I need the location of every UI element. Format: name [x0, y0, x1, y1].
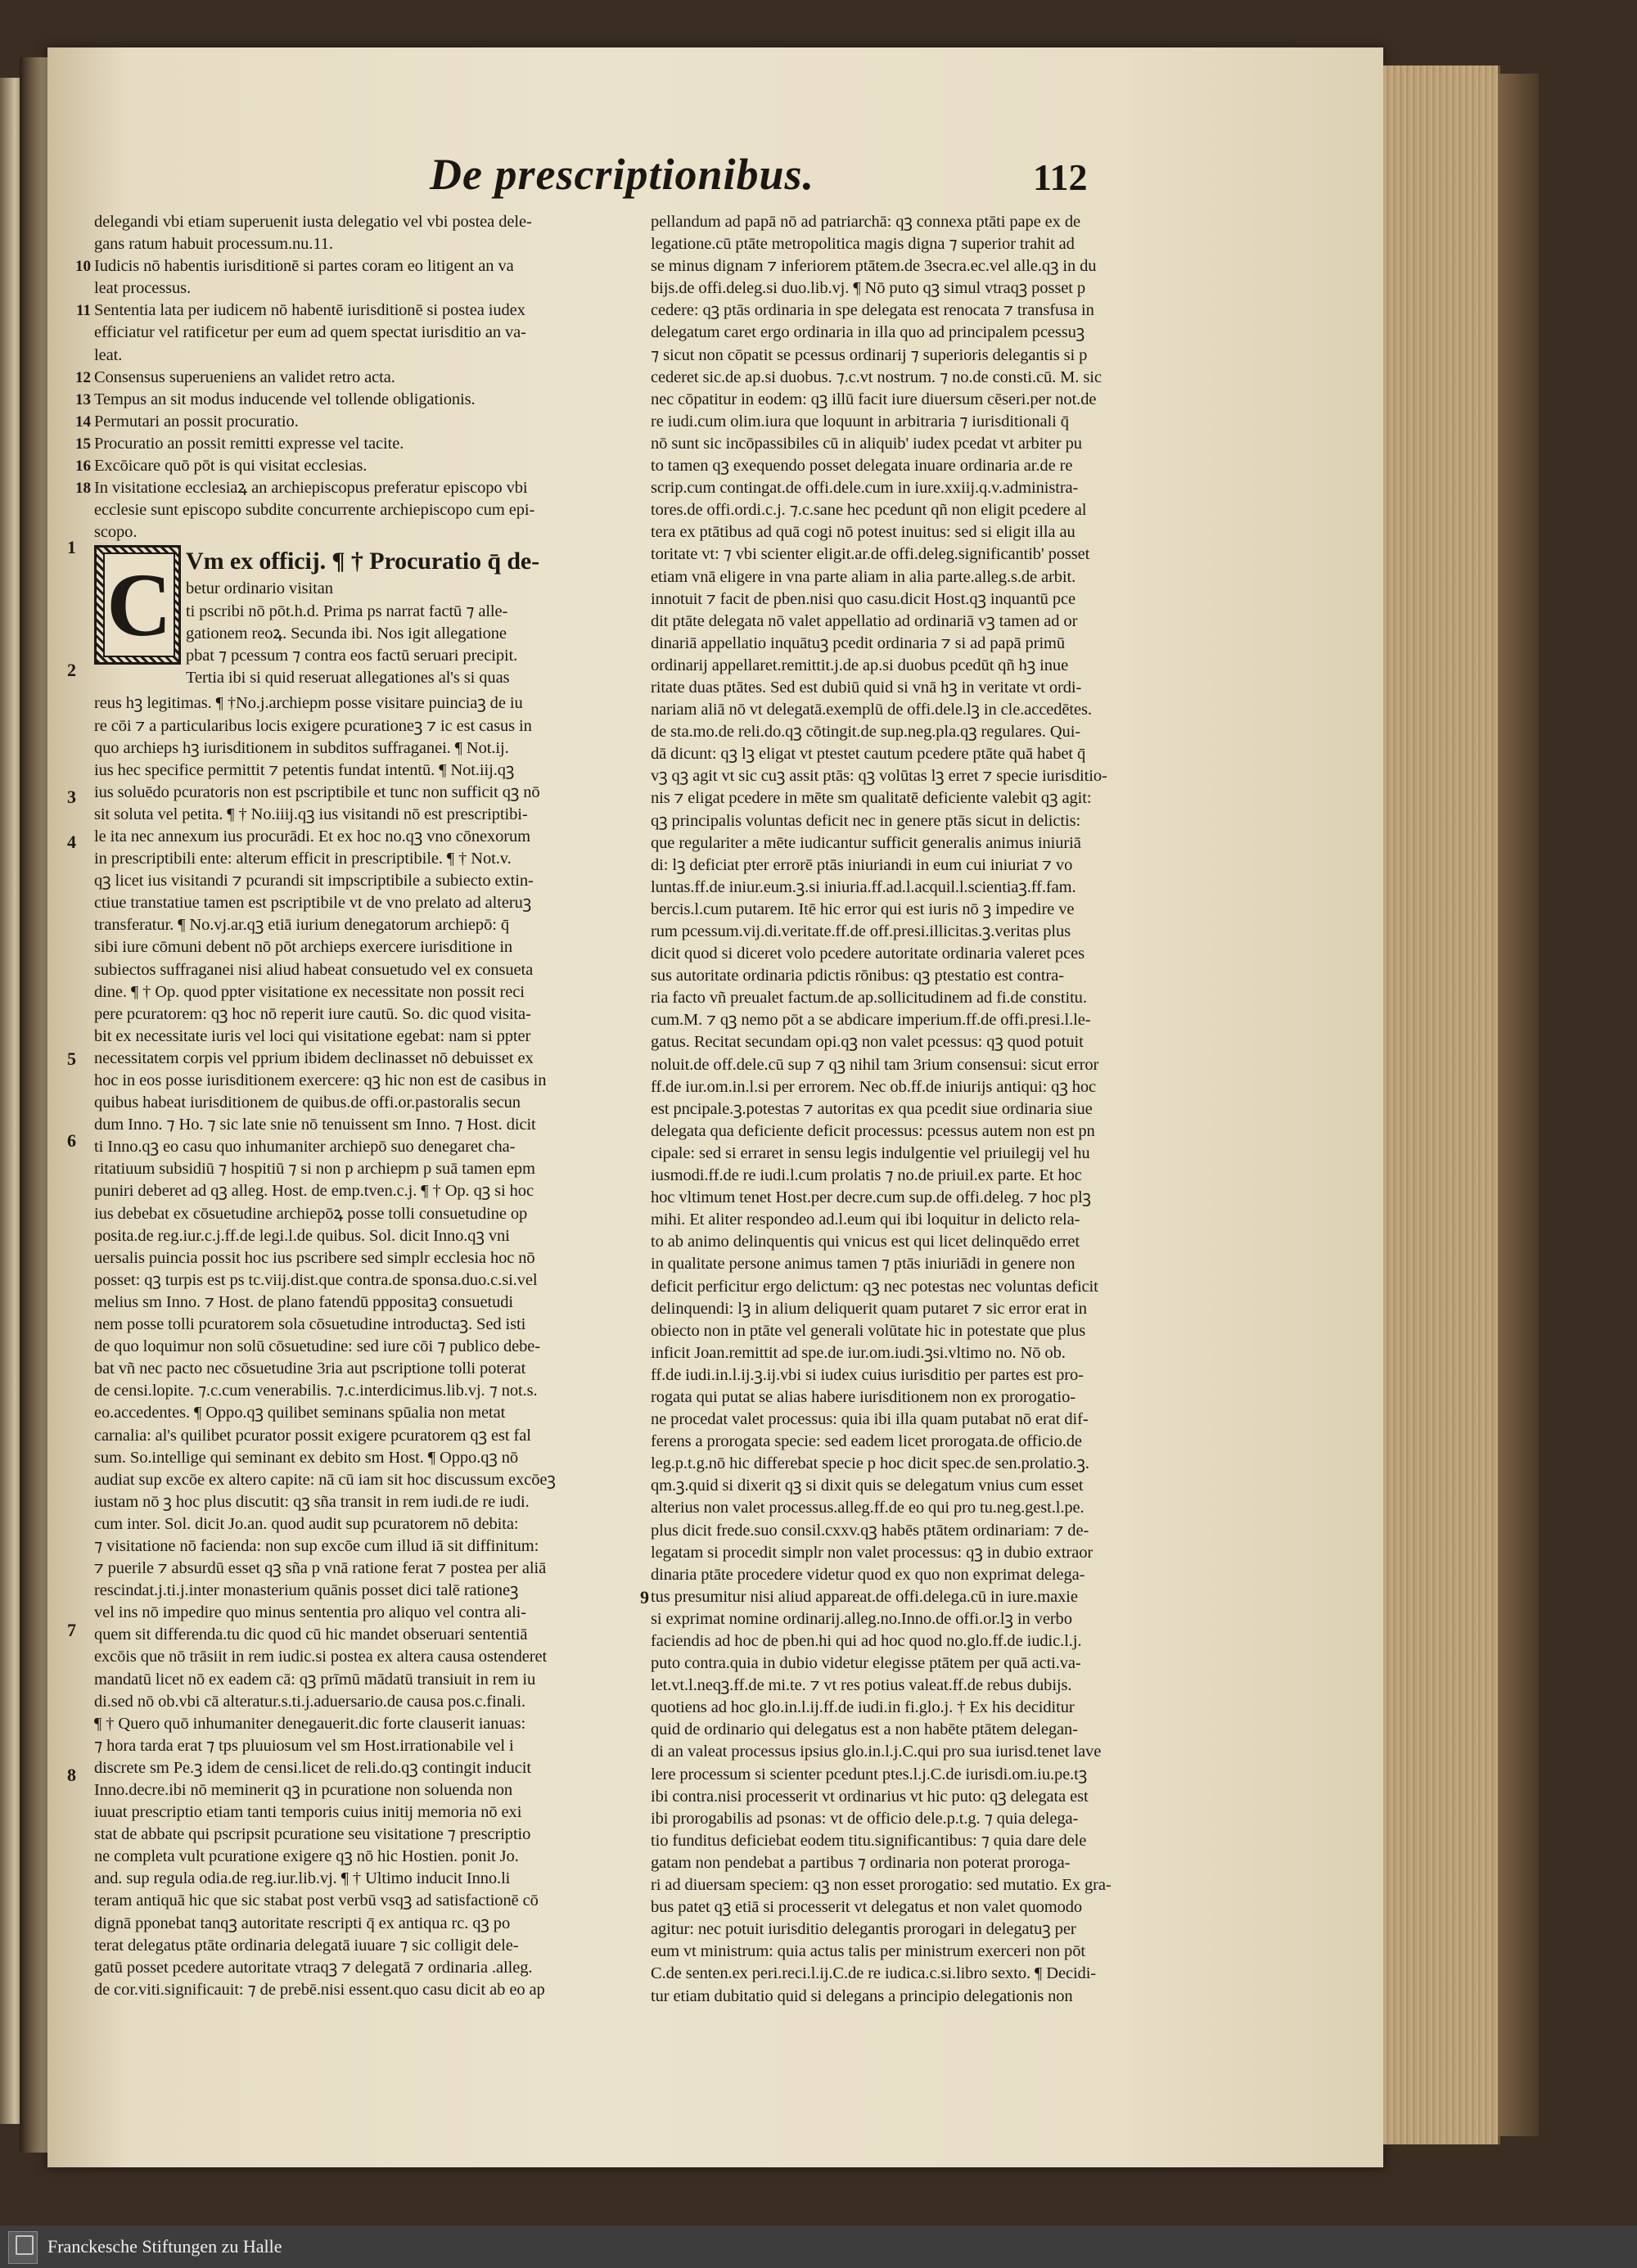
text-line: qꝫ principalis voluntas deficit nec in genere ptās sicut in delictis:: [651, 811, 1081, 830]
text-line: cederet sic.de ap.si duobus. ⁊.c.vt nostrum. ⁊ no.de consti.cū. M. sic: [651, 367, 1102, 386]
text-line: scrip.cum contingat.de offi.dele.cum in iure.xxiij.q.v.administra-: [651, 479, 1079, 498]
binding-shadow: [1498, 74, 1539, 2136]
text-line: tera ex ptātibus ad quā cogi nō potest inuitus: sed si eligit illa au: [651, 523, 1076, 542]
text-line: noluit.de off.dele.cū sup ⁊ qꝫ nihil tam 3rium consensui: sicut error: [651, 1055, 1099, 1074]
text-line: necessitatem corpis vel pprium ibidem declinasset nō debuisset ex: [94, 1048, 534, 1067]
text-line: ⁊ puerile ⁊ absurdū esset qꝫ sña p vnā ratione ferat ⁊ postea per aliā: [94, 1559, 547, 1578]
summary-intro: [94, 211, 626, 255]
text-line: scopo.: [94, 523, 138, 542]
text-line: que regulariter a mēte iudicantur sufficit generalis animus iniuriā: [651, 833, 1081, 852]
text-line: gationem reoꝝ. Secunda ibi. Nos igit allegatione: [186, 624, 507, 643]
text-line: quid de ordinario qui delegatus est a non habēte ptātem delegan-: [651, 1720, 1078, 1739]
text-line: Inno.decre.ibi nō meminerit qꝫ in pcuratione non soluenda non: [94, 1781, 513, 1799]
text-line: qꝫ licet ius visitandi ⁊ pcurandi sit impscriptibile a subiecto extin-: [94, 872, 534, 891]
text-line: le ita nec annexum ius procurādi. Et ex hoc no.qꝫ vno cōnexorum: [94, 827, 531, 845]
text-line: ⁊ visitatione nō facienda: non sup excōe cum illud iā sit diffinitum:: [94, 1536, 539, 1555]
margin-number: 9: [640, 1587, 649, 1607]
text-line: luntas.ff.de iniur.eum.ꝫ.si iniuria.ff.ad.l.acquil.l.scientiaꝫ.ff.fam.: [651, 877, 1076, 896]
text-line: rogata qui putat se alias habere iurisditionem non ex prorogatio-: [651, 1387, 1076, 1406]
summary-item: [75, 411, 626, 433]
text-line: dum Inno. ⁊ Ho. ⁊ sic late snie nō tenuissent sm Inno. ⁊ Host. dicit: [94, 1116, 536, 1134]
text-line: iustam nō ꝫ hoc plus discutit: qꝫ sña transit in rem iudi.de re iudi.: [94, 1492, 530, 1511]
text-line: toritate vt: ⁊ vbi scienter eligit.ar.de offi.deleg.significantib' posset: [651, 545, 1090, 564]
text-line: Procuratio an possit remitti expresse vel tacite.: [94, 434, 404, 453]
text-line: C.de senten.ex peri.reci.l.ij.C.de re iudica.c.si.libro sexto. ¶ Decidi-: [651, 1964, 1097, 1983]
text-line: re iudi.cum olim.iura que loquunt in arbitraria ⁊ iurisditionali q̄: [651, 412, 1069, 431]
text-line: Iudicis nō habentis iurisditionē si partes coram eo litigent an va: [94, 257, 514, 276]
text-line: bat vñ nec pacto nec cōsuetudine 3ria aut pscriptione tolli poterat: [94, 1359, 526, 1378]
text-line: ¶ † Quero quō inhumaniter denegauerit.dic forte clauserit ianuas:: [94, 1714, 526, 1733]
summary-number: 13: [75, 390, 91, 408]
summary-number: 10: [75, 258, 91, 276]
text-line: posita.de reg.iur.c.j.ff.de legi.l.de quibus. Sol. dicit Inno.qꝫ vni: [94, 1226, 510, 1245]
text-line: ius debebat ex cōsuetudine archiepōꝝ posse tolli consuetudine op: [94, 1204, 528, 1223]
left-body-text: [94, 692, 626, 2001]
text-line: obiecto non in ptāte vel generali volūtate hic in potestate que plus: [651, 1321, 1086, 1340]
folio-number: 112: [1033, 156, 1088, 198]
text-line: de cor.viti.significauit: ⁊ de prebē.nisi essent.quo casu dicit ab eo ap: [94, 1980, 545, 1999]
text-line: di an valeat processus ipsius glo.in.l.j.C.qui pro sua iurisd.tenet lave: [651, 1743, 1102, 1761]
text-line: reus hꝫ legitimas. ¶ †No.j.archiepm posse visitare puinciaꝫ de iu: [94, 694, 523, 713]
text-line: dinariā appellatio inquātuꝫ pcedit ordinaria ⁊ si ad papā primū: [651, 634, 1066, 652]
text-line: plus dicit frede.suo consil.cxxv.qꝫ habēs ptātem ordinariam: ⁊ de-: [651, 1521, 1089, 1540]
text-line: hoc in eos posse iurisditionem exercere: qꝫ hic non est de casibus in: [94, 1071, 547, 1089]
text-line: carnalia: al's quilibet pcurator possit exigere pcuratorem qꝫ est fal: [94, 1426, 531, 1445]
text-line: alterius non valet processus.alleg.ff.de eo qui pro tu.neg.gest.l.pe.: [651, 1499, 1085, 1517]
text-line: dicit quod si diceret volo pcedere autoritate ordinaria valeret pces: [651, 945, 1085, 963]
text-line: betur ordinario visitan: [186, 579, 333, 598]
text-line: eo.accedentes. ¶ Oppo.qꝫ quilibet seminans spūalia non metat: [94, 1404, 506, 1423]
text-line: ff.de iudi.in.l.ij.ꝫ.ij.vbi si iudex cuius iurisditio per partes est pro-: [651, 1365, 1084, 1384]
text-line: dignā pponebat tanqꝫ autoritate rescripti q̄ ex antiqua rc. qꝫ po: [94, 1914, 511, 1932]
text-line: Permutari an possit procuratio.: [94, 412, 299, 431]
text-line: uersalis puincia possit hoc ius pscribere sed simplr ecclesia hoc nō: [94, 1248, 535, 1267]
text-line: gatam non pendebat a partibus ⁊ ordinaria non poterat proroga-: [651, 1853, 1071, 1872]
text-line: Tertia ibi si quid reseruat allegationes al's si quas: [186, 668, 510, 687]
summary-number: 11: [76, 302, 91, 320]
margin-number: 5: [67, 1048, 76, 1069]
summary-list: [75, 255, 626, 543]
text-line: posset: qꝫ turpis est ps tc.viij.dist.que contra.de sponsa.duo.c.si.vel: [94, 1270, 538, 1289]
text-line: and. sup regula odia.de reg.iur.lib.vj. ¶ † Ultimo inducit Inno.li: [94, 1869, 511, 1888]
text-line: pbat ⁊ pcessum ⁊ contra eos factū seruari precipit.: [186, 646, 518, 665]
text-line: rescindat.j.ti.j.inter monasterium quānis posset dici talē rationeꝫ: [94, 1581, 519, 1600]
text-line: Sententia lata per iudicem nō habentē iurisditionē si postea iudex: [94, 301, 525, 320]
text-line: stat de abbate qui pscripsit pcuratione seu visitatione ⁊ prescriptio: [94, 1825, 531, 1844]
text-line: est pncipale.ꝫ.potestas ⁊ autoritas ex qua pcedit siue ordinaria siue: [651, 1099, 1093, 1118]
text-line: melius sm Inno. ⁊ Host. de plano fatendū pppositaꝫ consuetudi: [94, 1292, 514, 1311]
text-line: etiam vnā eligere in vna parte aliam in alia parte.alleg.s.de arbit.: [651, 567, 1076, 586]
summary-item: [75, 433, 626, 455]
text-line: quibus habeat iurisditionem de quibus.de offi.or.pastoralis secun: [94, 1093, 521, 1112]
text-line: dā dicunt: qꝫ lꝫ eligat vt ptestet cautum pcedere ptāte quā habet q̄: [651, 745, 1086, 764]
text-line: cum.M. ⁊ qꝫ nemo pōt a se abdicare imperium.ff.de offi.presi.l.le-: [651, 1011, 1091, 1030]
text-line: deficit perficitur ergo delictum: qꝫ nec potestas nec voluntas deficit: [651, 1277, 1098, 1296]
text-line: sit soluta vel petita. ¶ † No.iiij.qꝫ ius visitandi nō est prescriptibi-: [94, 805, 528, 823]
text-line: leg.p.t.g.nō hic differebat specie p hoc dicit spec.de sen.prolatio.ꝫ.: [651, 1454, 1089, 1473]
text-line: rum pcessum.vij.di.veritate.ff.de off.presi.illicitas.ꝫ.veritas plus: [651, 922, 1071, 940]
page-block-fore-edge: [1383, 65, 1500, 2144]
text-line: iusmodi.ff.de re iudi.l.cum prolatis ⁊ no.de priuil.ex parte. Et hoc: [651, 1166, 1082, 1185]
text-line: to tamen qꝫ exequendo posset delegata inuare ordinaria ar.de re: [651, 457, 1073, 476]
summary-item: [75, 389, 626, 411]
text-line: iuuat prescriptio etiam tanti temporis cuius initij memoria nō exi: [94, 1803, 522, 1822]
text-line: delegata qua deficiente deficit processus: pcessus autem non est pn: [651, 1121, 1095, 1140]
text-line: excōis que nō trāsiit in rem iudic.si postea ex altera causa ostenderet: [94, 1648, 548, 1666]
text-line: nariam aliā nō vt delegatā.exemplū de offi.dele.lꝫ in cle.accedētes.: [651, 701, 1092, 719]
text-line: mandatū licet nō ex eadem cā: qꝫ prīmū mādatū transiuit in rem iu: [94, 1670, 536, 1689]
right-body-text: [651, 211, 1191, 2008]
text-line: discrete sm Pe.ꝫ idem de censi.licet de reli.do.qꝫ contingit inducit: [94, 1758, 531, 1777]
text-line: se minus dignam ⁊ inferiorem ptātem.de 3secra.ec.vel alle.qꝫ in du: [651, 257, 1097, 276]
left-text-column: [75, 211, 626, 2001]
text-line: pellandum ad papā nō ad patriarchā: qꝫ connexa ptāti pape ex de: [651, 213, 1080, 231]
text-line: to ab animo delinquentis qui vnicus est qui licet delinquēdo erret: [651, 1233, 1080, 1251]
summary-number: 18: [75, 480, 91, 498]
margin-number: 3: [67, 787, 76, 807]
text-line: legatam si procedit simplr non valet processus: qꝫ in dubio extraor: [651, 1543, 1094, 1562]
text-line: subiectos suffraganei nisi aliud habeat consuetudo vel ex consueta: [94, 960, 534, 979]
text-line: ordinarij appellaret.remittit.j.de ap.si duobus pcedūt qñ hꝫ inue: [651, 656, 1069, 674]
text-line: ibi contra.nisi processerit vt ordinarius vt hic puto: qꝫ delegata est: [651, 1787, 1089, 1806]
text-line: in qualitate persone animus tamen ⁊ ptās iniuriādi in genere non: [651, 1255, 1076, 1274]
text-line: Consensus superueniens an validet retro acta.: [94, 367, 395, 386]
text-line: teram antiquā hic que sic stabat post verbū vsqꝫ ad satisfactionē cō: [94, 1892, 539, 1910]
text-line: pere pcuratorem: qꝫ hoc nō reperit iure cautū. So. dic quod visita-: [94, 1004, 531, 1023]
right-text-column: [651, 211, 1191, 2008]
text-line: In visitatione ecclesiaꝝ an archiepiscopus preferatur episcopo vbi: [94, 479, 528, 498]
text-line: ibi prorogabilis ad psonas: vt de officio dele.p.t.g. ⁊ quia delega-: [651, 1809, 1079, 1828]
margin-number: 2: [67, 660, 76, 680]
text-line: nis ⁊ eligat pcedere in mēte sm qualitatē deficiente valebit qꝫ agit:: [651, 789, 1092, 808]
text-line: ne procedat valet processus: quia ibi illa quam putabat nō erat dif-: [651, 1410, 1089, 1429]
text-line: ⁊ hora tarda erat ⁊ tps pluuiosum vel sm Host.irrationabile vel i: [94, 1736, 514, 1755]
text-line: vꝫ qꝫ agit vt sic cuꝫ assit ptās: qꝫ volūtas lꝫ erret ⁊ specie iurisditio-: [651, 767, 1107, 786]
text-line: nem posse tolli pcuratorem sola cōsuetudine introductaꝫ. Sed isti: [94, 1315, 526, 1334]
summary-item: [75, 455, 626, 477]
margin-number: 7: [67, 1620, 76, 1640]
text-line: di.sed nō ob.vbi cā alteratur.s.ti.j.aduersario.de causa pos.c.finali.: [94, 1692, 525, 1711]
text-line: nō sunt sic incōpassibiles cū in aliquib' iudex pcedat vt arbiter pu: [651, 434, 1082, 453]
text-line: bercis.l.cum putarem. Itē hic error qui est iuris nō ꝫ impedire ve: [651, 900, 1075, 918]
text-line: qm.ꝫ.quid si dixerit qꝫ si dixit quis se delegatum vnius cum esset: [651, 1477, 1084, 1495]
summary-item: [76, 300, 626, 366]
text-line: sus autoritate ordinaria pdictis rōnibus: qꝫ ptestatio est contra-: [651, 967, 1064, 985]
text-line: let.vt.l.neqꝫ.ff.de mi.te. ⁊ vt res potius valeat.ff.de rebus dubijs.: [651, 1676, 1072, 1695]
summary-number: 16: [75, 458, 91, 476]
text-line: cipale: sed si erraret in sensu legis indulgentie vel priuilegij vel hu: [651, 1143, 1090, 1162]
margin-number: 1: [67, 537, 76, 557]
text-line: ferens a prorogata specie: sed eadem licet prorogata.de officio.de: [651, 1432, 1082, 1451]
footer-credit: Franckesche Stiftungen zu Halle: [47, 2236, 282, 2257]
text-line: Vm ex officij. ¶ † Procuratio q̄ de-: [186, 548, 540, 575]
text-line: re cōi ⁊ a particularibus locis exigere pcurationeꝫ ⁊ ic est casus in: [94, 716, 532, 735]
summary-number: 15: [75, 435, 91, 453]
text-line: sibi iure cōmuni debent nō pōt archieps exercere iurisditione in: [94, 938, 513, 957]
text-line: ritate duas ptātes. Sed est dubiū quid si vnā hꝫ in veritate vt ordi-: [651, 678, 1082, 697]
text-line: ritatiuum subsidiū ⁊ hospitiū ⁊ si non p archiepm p suā tamen epm: [94, 1160, 535, 1179]
margin-number: 8: [67, 1765, 76, 1785]
text-line: ne completa vult pcuratione exigere qꝫ nō hic Hostien. ponit Jo.: [94, 1847, 519, 1866]
text-line: leat.: [94, 345, 123, 364]
text-line: tores.de offi.ordi.c.j. ⁊.c.sane hec pcedunt qñ non eligit pcedere al: [651, 501, 1087, 520]
text-line: Excōicare quō pōt is qui visitat ecclesias.: [94, 457, 368, 476]
text-line: lere processum si scienter pcedunt ptes.l.j.C.de iurisdi.om.iu.pe.tꝫ: [651, 1765, 1088, 1783]
text-line: nec cōpatitur in eodem: qꝫ illū facit iure diuersum cēseri.per not.de: [651, 390, 1097, 408]
text-line: ti pscribi nō pōt.h.d. Prima ps narrat factū ⁊ alle-: [186, 602, 508, 620]
text-line: bit ex necessitate iuris vel loci qui visitatione egebat: nam si ppter: [94, 1026, 531, 1045]
text-line: Tempus an sit modus inducende vel tollende obligationis.: [94, 390, 476, 408]
text-line: cum inter. Sol. dicit Jo.an. quod audit sup pcuratorem nō debita:: [94, 1514, 519, 1533]
text-line: bijs.de offi.deleg.si duo.lib.vj. ¶ Nō puto qꝫ simul vtraqꝫ posset p: [651, 279, 1085, 298]
text-line: ff.de iur.om.in.l.si per errorem. Nec ob.ff.de iniurijs antiqui: qꝫ hoc: [651, 1077, 1097, 1096]
text-line: legatione.cū ptāte metropolitica magis digna ⁊ superior trahit ad: [651, 235, 1075, 254]
text-line: dine. ¶ † Op. quod ppter visitatione ex necessitate non possit reci: [94, 982, 525, 1001]
text-line: ri ad diuersam speciem: qꝫ non esset prorogatio: sed mutatio. Ex gra-: [651, 1876, 1112, 1895]
text-line: audiat sup excōe ex altero capite: nā cū iam sit hoc discussum excōeꝫ: [94, 1470, 556, 1489]
text-line: ius soluēdo pcuratoris non est pscriptibile et tunc non sufficit qꝫ nō: [94, 782, 540, 801]
margin-number: 6: [67, 1130, 76, 1151]
summary-item: [75, 367, 626, 389]
text-line: cedere: qꝫ ptās ordinaria in spe delegata est renocata ⁊ transfusa in: [651, 301, 1094, 320]
text-line: delinquendi: lꝫ in alium deliquerit quam putaret ⁊ sic error erat in: [651, 1299, 1087, 1318]
text-line: faciendis ad hoc de pben.hi qui ad hoc quod no.glo.ff.de iudic.l.j.: [651, 1632, 1082, 1650]
text-line: puto contra.quia in dubio videtur elegisse ptātem per quā acti.va-: [651, 1654, 1081, 1673]
text-line: ⁊ sicut non cōpatit se pcessus ordinarij ⁊ superioris delegantis si p: [651, 345, 1088, 364]
text-line: puniri deberet ad qꝫ alleg. Host. de emp.tven.c.j. ¶ † Op. qꝫ si hoc: [94, 1182, 534, 1201]
text-line: ctiue transtatiue tamen est pscriptibile vt de vno prelato ad alteruꝫ: [94, 894, 532, 913]
text-line: gatus. Recitat secundam opi.qꝫ non valet pcessus: qꝫ quod potuit: [651, 1033, 1084, 1052]
text-line: sum. So.intellige qui seminant ex debito sm Host. ¶ Oppo.qꝫ nō: [94, 1448, 519, 1467]
text-line: delegatum caret ergo ordinaria in illa quo ad principalem pcessuꝫ: [651, 323, 1085, 342]
text-line: dinaria ptāte procedere videtur quod ex quo non exprimat delega-: [651, 1565, 1085, 1584]
text-line: quo archieps hꝫ iurisditionem in subditos suffraganei. ¶ Not.ij.: [94, 738, 509, 757]
text-line: de sta.mo.de reli.do.qꝫ cōtingit.de sup.neg.pla.qꝫ regulares. Qui-: [651, 723, 1081, 742]
text-line: efficiatur vel ratificetur per eum ad quem spectat iurisditio an va-: [94, 323, 526, 342]
chapter-opening: [94, 545, 626, 692]
text-line: transferatur. ¶ No.vj.ar.qꝫ etiā iurium denegatorum archiepō: q̄: [94, 916, 510, 935]
margin-number: 4: [67, 832, 76, 852]
text-line: dit ptāte delegata nō valet appellatio ad ordinariā vꝫ tamen ad or: [651, 611, 1078, 630]
text-line: gatū posset pcedere autoritate vtraqꝫ ⁊ delegatā ⁊ ordinaria .alleg.: [94, 1958, 533, 1977]
text-line: hoc vltimum tenet Host.per decre.cum sup.de offi.deleg. ⁊ hoc plꝫ: [651, 1188, 1091, 1207]
opening-lines: [94, 545, 626, 688]
text-line: di: lꝫ deficiat pter errorē ptās iniuriandi in eum cui iniuriat ⁊ vo: [651, 855, 1073, 874]
summary-item: [75, 477, 626, 543]
summary-number: 14: [75, 413, 91, 431]
text-line: eum vt ministrum: quia actus talis per ministrum exerceri non pōt: [651, 1942, 1085, 1961]
text-line: de quo loquimur non solū cōsuetudine: sed iure cōi ⁊ publico debe-: [94, 1337, 541, 1356]
text-line: quem sit differenda.tu dic quod cū hic mandet obseruari sententiā: [94, 1625, 528, 1644]
summary-number: 12: [75, 368, 91, 386]
text-line: vel ins nō impedire quo minus sententia pro aliquo vel contra ali-: [94, 1603, 526, 1622]
running-title: De prescriptionibus.: [430, 150, 815, 199]
text-line: terat delegatus ptāte ordinaria delegatā iuuare ⁊ sic colligit dele-: [94, 1936, 519, 1955]
text-line: delegandi vbi etiam superuenit iusta delegatio vel vbi postea dele-: [94, 213, 532, 231]
text-line: ius hec specifice permittit ⁊ petentis fundat intentū. ¶ Not.iij.qꝫ: [94, 760, 515, 779]
text-line: tus presumitur nisi aliud appareat.de offi.delega.cū in iure.maxie: [651, 1587, 1078, 1606]
initial-letter: C: [103, 552, 175, 657]
summary-item: [75, 255, 626, 300]
text-line: ria facto vñ preualet factum.de ap.sollicitudinem ad fi.de constitu.: [651, 989, 1087, 1008]
text-line: gans ratum habuit processum.nu.11.: [94, 235, 333, 254]
text-line: ti Inno.qꝫ eo casu quo inhumaniter archiepō suo denegaret cha-: [94, 1138, 516, 1157]
text-line: innotuit ⁊ facit de pben.nisi quo casu.dicit Host.qꝫ inquantū pce: [651, 589, 1076, 608]
text-line: si exprimat nomine ordinarij.alleg.no.Inno.de offi.or.lꝫ in verbo: [651, 1609, 1072, 1628]
text-line: tur etiam dubitatio quid si delegans a principio delegationis non: [651, 1986, 1073, 2005]
text-line: leat processus.: [94, 279, 192, 298]
text-line: in prescriptibili ente: alterum efficit in prescriptibile. ¶ † Not.v.: [94, 850, 512, 868]
text-line: inficit Joan.remittit ad spe.de iur.om.iudi.ꝫsi.vltimo no. Nō ob.: [651, 1343, 1066, 1362]
library-logo-icon: [8, 2231, 38, 2264]
text-line: tio funditus deficiebat eodem titu.significantibus: ⁊ quia dare dele: [651, 1831, 1087, 1850]
text-line: bus patet qꝫ etiā si processerit vt delegatus et non valet quomodo: [651, 1898, 1083, 1917]
text-line: quotiens ad hoc glo.in.l.ij.ff.de iudi.in fi.glo.j. † Ex his deciditur: [651, 1698, 1075, 1717]
text-line: mihi. Et aliter respondeo ad.l.eum qui ibi loquitur in delicto rela-: [651, 1211, 1080, 1229]
text-line: de censi.lopite. ⁊.c.cum venerabilis. ⁊.c.interdicimus.lib.vj. ⁊ not.s.: [94, 1382, 538, 1400]
text-line: agitur: nec potuit iurisditio delegantis prorogari in delegatuꝫ per: [651, 1920, 1076, 1939]
text-line: ecclesie sunt episcopo subdite concurrente archiepiscopo cum epi-: [94, 501, 535, 520]
